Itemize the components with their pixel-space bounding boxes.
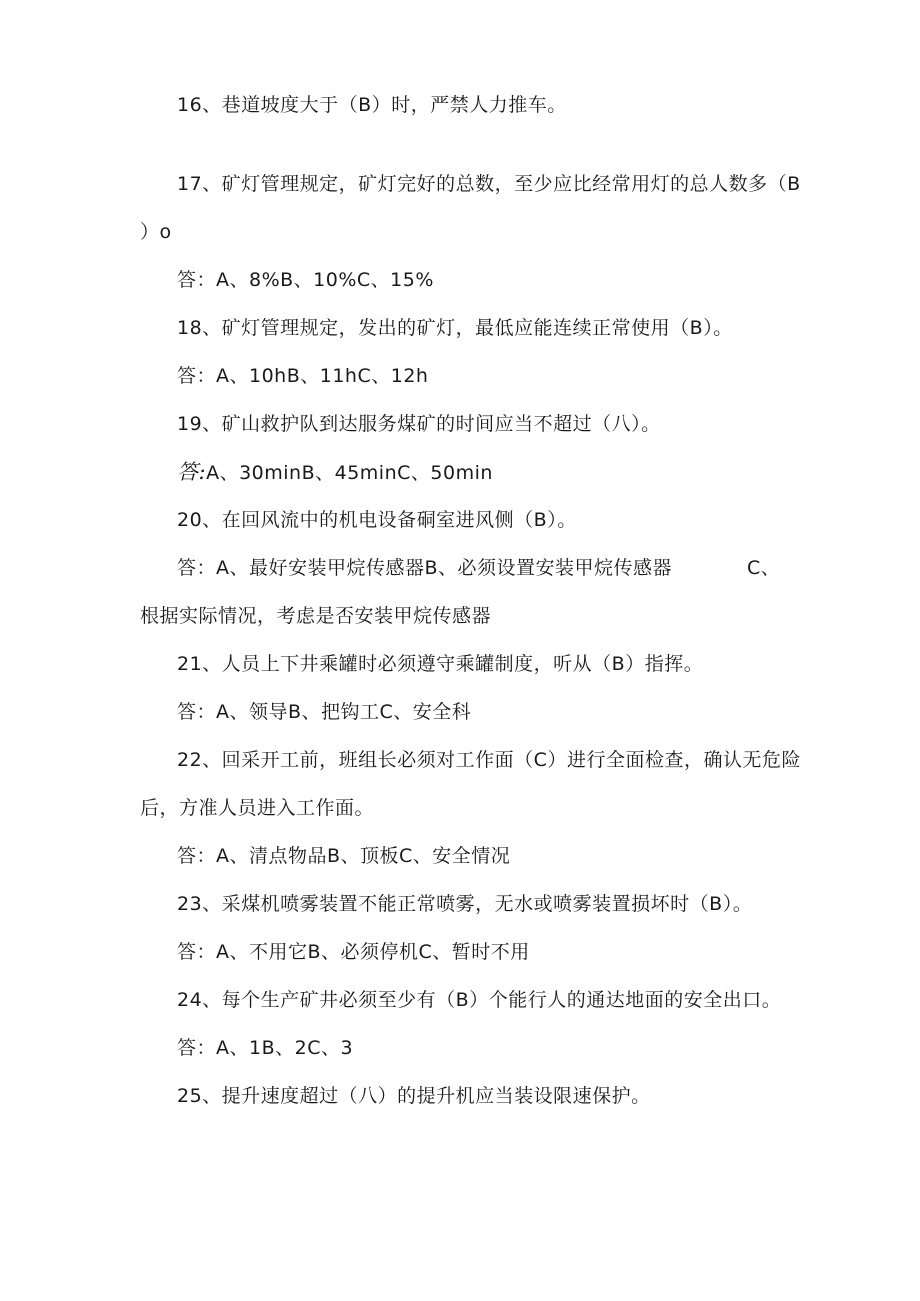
question-17-line-2: ）o [140,221,172,243]
answer-20-line-2: 根据实际情况，考虑是否安装甲烷传感器 [140,605,492,627]
question-18: 18、矿灯管理规定，发出的矿灯，最低应能连续正常使用（B）。 [177,317,733,339]
answer-23: 答：A、不用它B、必须停机C、暂时不用 [177,941,530,963]
answer-22: 答：A、清点物品B、顶板C、安全情况 [177,845,511,867]
answer-18: 答：A、10hB、11hC、12h [177,365,429,387]
question-20: 20、在回风流中的机电设备硐室进风侧（B）。 [177,509,577,531]
question-24: 24、每个生产矿井必须至少有（B）个能行人的通达地面的安全出口。 [177,989,782,1011]
question-16: 16、巷道坡度大于（B）时，严禁人力推车。 [177,94,567,116]
question-22-line-1: 22、回采开工前，班组长必须对工作面（C）进行全面检查，确认无危险 [177,749,801,771]
answer-19 [177,460,493,485]
question-21: 21、人员上下井乘罐时必须遵守乘罐制度，听从（B）指挥。 [177,653,704,675]
answer-20-line-1: 答：A、最好安装甲烷传感器B、必须设置安装甲烷传感器 [177,557,673,579]
answer-24: 答：A、1B、2C、3 [177,1037,354,1059]
question-25: 25、提升速度超过（八）的提升机应当装设限速保护。 [177,1085,651,1107]
question-19: 19、矿山救护队到达服务煤矿的时间应当不超过（八）。 [177,413,661,435]
answer-17: 答：A、8%B、10%C、15% [177,269,434,291]
question-23: 23、采煤机喷雾装置不能正常喷雾，无水或喷雾装置损坏时（B）。 [177,893,753,915]
answer-20-option-c: C、 [747,557,781,579]
question-22-line-2: 后，方准人员进入工作面。 [140,797,375,819]
answer-21: 答：A、领导B、把钩工C、安全科 [177,701,472,723]
answer-19-options: A、30minB、45minC、50min [206,462,493,484]
answer-19-prefix: 答: [177,460,207,484]
question-17-line-1: 17、矿灯管理规定，矿灯完好的总数，至少应比经常用灯的总人数多（B [177,173,801,195]
